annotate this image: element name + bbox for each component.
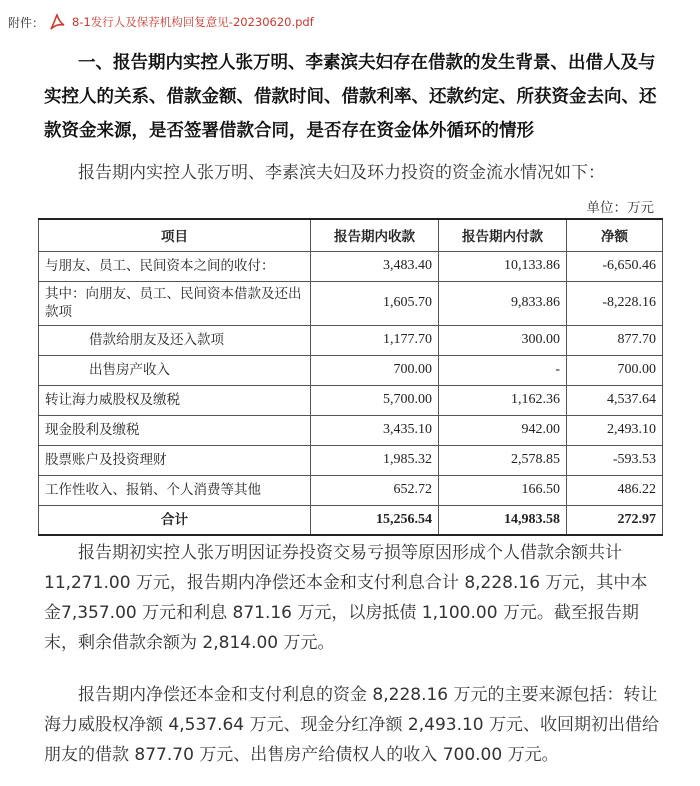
pdf-icon <box>48 13 66 31</box>
row-net: -6,650.46 <box>567 251 663 281</box>
total-label: 合计 <box>39 505 311 535</box>
table-row <box>39 445 663 475</box>
row-label: 借款给朋友及还入款项 <box>39 325 311 355</box>
row-label: 出售房产收入 <box>39 355 311 385</box>
attachment-label: 附件： <box>8 15 45 30</box>
table-row <box>39 415 663 445</box>
header-paid: 报告期内付款 <box>439 219 567 251</box>
row-label: 股票账户及投资理财 <box>39 445 311 475</box>
row-received: 700.00 <box>311 355 439 385</box>
table-row <box>39 281 663 325</box>
row-paid: 1,162.36 <box>439 385 567 415</box>
header-net: 净额 <box>567 219 663 251</box>
header-item: 项目 <box>39 219 311 251</box>
intro-text: 报告期内实控人张万明、李素滨夫妇及环力投资的资金流水情况如下： <box>78 163 605 183</box>
row-paid: 2,578.85 <box>439 445 567 475</box>
header-received: 报告期内收款 <box>311 219 439 251</box>
row-paid: 166.50 <box>439 475 567 505</box>
row-paid: 10,133.86 <box>439 251 567 281</box>
row-label: 工作性收入、报销、个人消费等其他 <box>39 475 311 505</box>
row-received: 1,605.70 <box>311 281 439 325</box>
row-net: -593.53 <box>567 445 663 475</box>
row-label: 转让海力威股权及缴税 <box>39 385 311 415</box>
row-received: 1,985.32 <box>311 445 439 475</box>
attachment-file-link[interactable]: 8-1发行人及保荐机构回复意见-20230620.pdf <box>72 15 314 29</box>
section-heading: 一、报告期内实控人张万明、李素滨夫妇存在借款的发生背景、出借人及与实控人的关系、借款金额、借款时间、借款利率、还款约定、所获资金去向、还款资金来源，是否签署借款合同，是否存在资金体外循环的情形 <box>44 53 657 141</box>
row-net: 4,537.64 <box>567 385 663 415</box>
attachment-bar <box>8 10 314 34</box>
paragraph-repayment-sources: 报告期内净偿还本金和支付利息的资金 8,228.16 万元的主要来源包括：转让海力威股权净额 4,537.64 万元、现金分红净额 2,493.10 万元、收回期初出借给朋友的借款 877.70 万元、出售房产给债权人的收入 700.00 万元。 <box>44 685 660 765</box>
row-net: 877.70 <box>567 325 663 355</box>
table-header-row <box>39 219 663 251</box>
row-label: 其中：向朋友、员工、民间资本借款及还出款项 <box>39 281 311 325</box>
total-paid: 14,983.58 <box>439 505 567 535</box>
row-paid: 300.00 <box>439 325 567 355</box>
table-row <box>39 325 663 355</box>
total-received: 15,256.54 <box>311 505 439 535</box>
total-net: 272.97 <box>567 505 663 535</box>
row-paid: 9,833.86 <box>439 281 567 325</box>
row-received: 652.72 <box>311 475 439 505</box>
row-paid: 942.00 <box>439 415 567 445</box>
table-row <box>39 355 663 385</box>
unit-label: 单位：万元 <box>586 200 654 216</box>
row-paid: - <box>439 355 567 385</box>
paragraph-loan-balance: 报告期初实控人张万明因证券投资交易亏损等原因形成个人借款余额共计11,271.00 万元，报告期内净偿还本金和支付利息合计 8,228.16 万元，其中本金7,357.00 万元和利息 871.16 万元，以房抵债 1,100.00 万元。截至报告期末，剩余借款余额为 2,814.00 万元。 <box>44 543 648 653</box>
table-total-row <box>39 505 663 535</box>
row-net: 700.00 <box>567 355 663 385</box>
row-received: 3,483.40 <box>311 251 439 281</box>
row-net: 486.22 <box>567 475 663 505</box>
row-label: 现金股利及缴税 <box>39 415 311 445</box>
cash-flow-table <box>38 218 663 536</box>
row-net: 2,493.10 <box>567 415 663 445</box>
row-received: 3,435.10 <box>311 415 439 445</box>
table-row <box>39 475 663 505</box>
table-row <box>39 251 663 281</box>
row-label: 与朋友、员工、民间资本之间的收付： <box>39 251 311 281</box>
row-received: 5,700.00 <box>311 385 439 415</box>
row-net: -8,228.16 <box>567 281 663 325</box>
table-row <box>39 385 663 415</box>
row-received: 1,177.70 <box>311 325 439 355</box>
